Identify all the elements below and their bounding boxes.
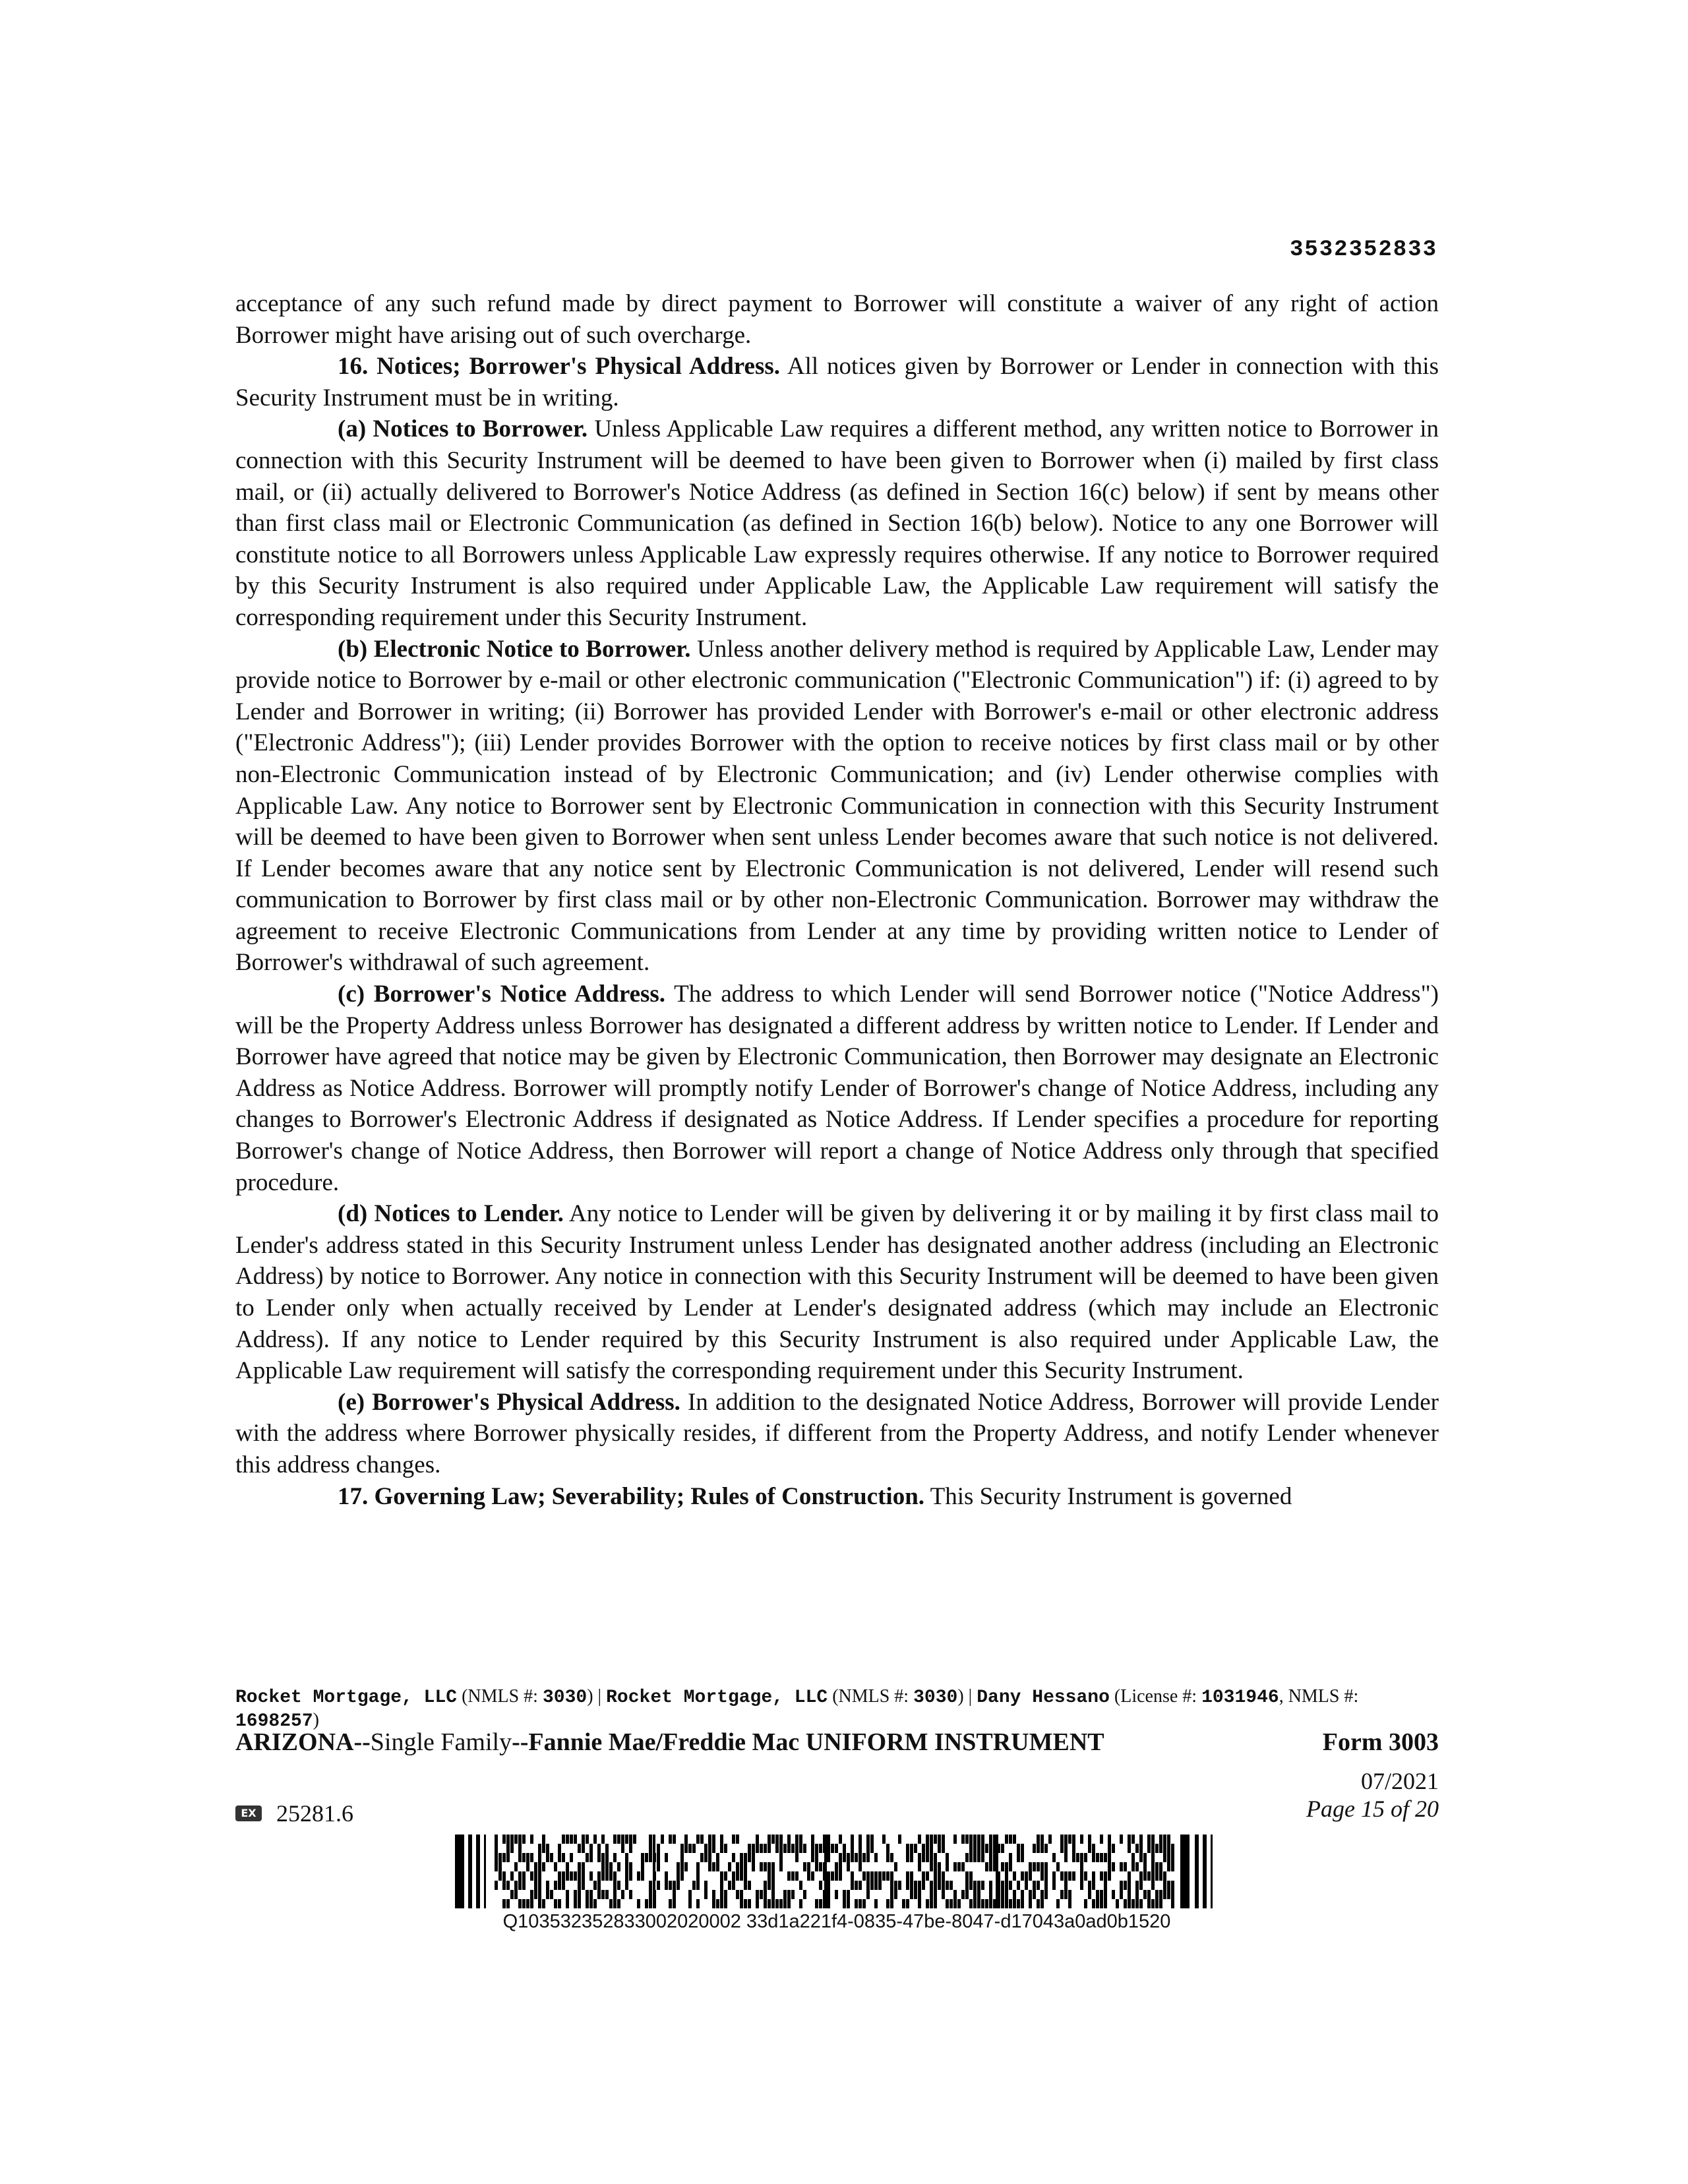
section-16c	[235, 979, 1439, 1198]
section-16-heading: 16. Notices; Borrower's Physical Address.	[338, 353, 780, 380]
nmls-number-1: 3030	[542, 1687, 588, 1708]
license-label: (License #:	[1109, 1686, 1202, 1707]
doc-code-row	[235, 1795, 1439, 1827]
instrument-row	[235, 1728, 1439, 1757]
form-date: 07/2021	[1360, 1768, 1439, 1794]
license-number: 1031946	[1201, 1687, 1279, 1708]
family-type: Single Family	[370, 1728, 512, 1756]
nmls-number-3: 1698257	[235, 1711, 313, 1732]
section-16b	[235, 634, 1439, 979]
intro-paragraph: acceptance of any such refund made by direct payment to Borrower will constitute a waiver of any right of action Borrower might have arising out of such overcharge.	[235, 290, 1439, 349]
section-16a-text: Unless Applicable Law requires a different method, any written notice to Borrower in connection with this Security Instrument will be deemed to have been given to Borrower when (i) mailed by first class mail, or (ii) actually delivered to Borrower's Notice Address (as defined in Section 16(c) below) if sent by means other than first class mail or Electronic Communication (as defined in Section 16(b) below). Notice to any one Borrower will constitute notice to all Borrowers unless Applicable Law expressly requires otherwise. If any notice to Borrower required by this Security Instrument is also required under Applicable Law, the Applicable Law requirement will satisfy the corresponding requirement under this Security Instrument.	[235, 415, 1439, 631]
lender-info	[235, 1685, 1439, 1733]
page-number: Page 15 of 20	[1306, 1796, 1439, 1822]
document-body	[235, 288, 1439, 1512]
section-17	[235, 1481, 1439, 1513]
section-16b-text: Unless another delivery method is required by Applicable Law, Lender may provide notice to Borrower by e-mail or other electronic communication ("Electronic Communication") if: (i) agreed to by Lender and Borrower in writing; (ii) Borrower has provided Lender with Borrower's e-mail or other electronic address ("Electronic Address"); (iii) Lender provides Borrower with the option to receive notices by first class mail or by other non-Electronic Communication instead of by Electronic Communication; and (iv) Lender otherwise complies with Applicable Law. Any notice to Borrower sent by Electronic Communication in connection with this Security Instrument will be deemed to have been given to Borrower when sent unless Lender becomes aware that such notice is not delivered. If Lender becomes aware that any notice sent by Electronic Communication is not delivered, Lender will resend such communication to Borrower by first class mail or by other non-Electronic Communication. Borrower may withdraw the agreement to receive Electronic Communications from Lender at any time by providing written notice to Lender of Borrower's withdrawal of such agreement.	[235, 635, 1439, 977]
state-name: ARIZONA	[235, 1728, 354, 1756]
loan-number: 3532352833	[1289, 237, 1437, 262]
section-16-text: All notices given by Borrower or Lender in connection with this Security Instrument must be in writing.	[235, 353, 1439, 411]
nmls-label-2: (NMLS #:	[828, 1686, 914, 1707]
originator-name: Dany Hessano	[977, 1687, 1110, 1708]
nmls-label-3: , NMLS #:	[1279, 1686, 1359, 1707]
separator-2: ) |	[957, 1686, 977, 1707]
separator-1: ) |	[587, 1686, 607, 1707]
section-16a	[235, 413, 1439, 633]
section-16d	[235, 1198, 1439, 1387]
ex-icon: EX	[235, 1805, 262, 1821]
barcode-text: Q103532352833002020002 33d1a221f4-0835-47be-8047-d17043a0ad0b1520	[502, 1911, 1171, 1932]
section-17-text: This Security Instrument is governed	[924, 1482, 1292, 1510]
dash-1: --	[353, 1728, 371, 1756]
section-16e-text: In addition to the designated Notice Address, Borrower will provide Lender with the address where Borrower physically resides, if different from the Property Address, and notify Lender whenever this address changes.	[235, 1388, 1439, 1478]
instrument-title	[235, 1728, 1104, 1757]
section-17-heading: 17. Governing Law; Severability; Rules of Construction.	[338, 1482, 925, 1510]
dash-2: --	[512, 1728, 529, 1756]
section-16c-text: The address to which Lender will send Borrower notice ("Notice Address") will be the Property Address unless Borrower has designated a different address by written notice to Lender. If Lender and Borrower have agreed that notice may be given by Electronic Communication, then Borrower may designate an Electronic Address as Notice Address. Borrower will promptly notify Lender of Borrower's change of Notice Address, including any changes to Borrower's Electronic Address if designated as Notice Address. If Lender specifies a procedure for reporting Borrower's change of Notice Address, then Borrower will report a change of Notice Address only through that specified procedure.	[235, 981, 1439, 1196]
section-16e	[235, 1387, 1439, 1481]
form-number: Form 3003	[1322, 1728, 1439, 1756]
section-16d-heading: (d) Notices to Lender.	[338, 1200, 564, 1228]
nmls-number-2: 3030	[913, 1687, 958, 1708]
form-date-row	[235, 1767, 1439, 1795]
section-16d-text: Any notice to Lender will be given by delivering it or by mailing it by first class mail to Lender's address stated in this Security Instrument unless Lender has designated another address (including an Electronic Address) by notice to Borrower. Any notice in connection with this Security Instrument will be deemed to have been given to Lender only when actually received by Lender at Lender's designated address (which may include an Electronic Address). If any notice to Lender required by this Security Instrument is also required under Applicable Law, the Applicable Law requirement will satisfy the corresponding requirement under this Security Instrument.	[235, 1200, 1439, 1385]
section-16e-heading: (e) Borrower's Physical Address.	[338, 1388, 680, 1416]
nmls-label-1: (NMLS #:	[457, 1686, 543, 1707]
section-16	[235, 351, 1439, 413]
section-16b-heading: (b) Electronic Notice to Borrower.	[338, 635, 691, 663]
lender-name-1: Rocket Mortgage, LLC	[235, 1687, 458, 1708]
section-16a-heading: (a) Notices to Borrower.	[338, 415, 588, 443]
instrument-name: Fannie Mae/Freddie Mac UNIFORM INSTRUMENT	[528, 1728, 1104, 1756]
section-16c-heading: (c) Borrower's Notice Address.	[338, 981, 666, 1008]
doc-code: 25281.6	[276, 1800, 353, 1827]
doc-code-group	[235, 1800, 353, 1827]
closing-paren: )	[313, 1710, 319, 1730]
barcode	[455, 1835, 1219, 1908]
lender-name-2: Rocket Mortgage, LLC	[606, 1687, 828, 1708]
